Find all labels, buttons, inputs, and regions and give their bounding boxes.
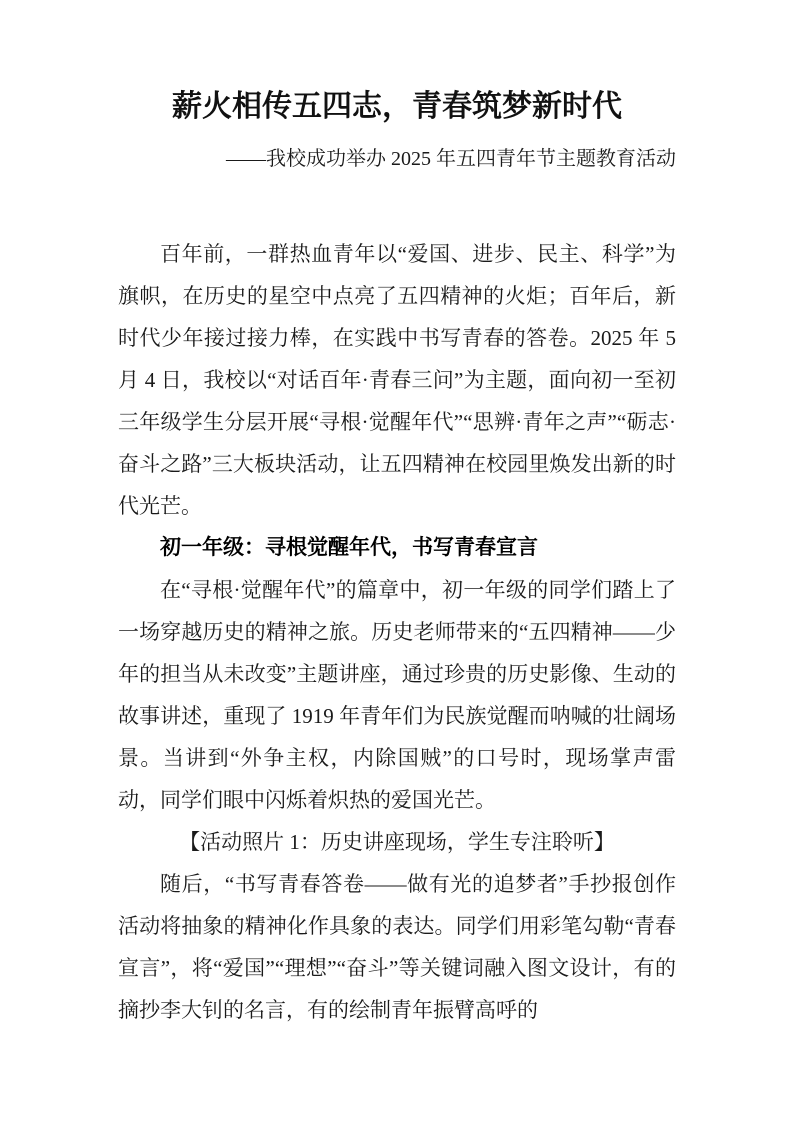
grade7-section-heading: 初一年级：寻根觉醒年代，书写青春宣言 xyxy=(160,536,538,559)
document-subtitle: ——我校成功举办 2025 年五四青年节主题教育活动 xyxy=(226,148,676,170)
grade7-paragraph: 在“寻根·觉醒年代”的篇章中，初一年级的同学们踏上了一场穿越历史的精神之旅。历史老师带来的“五四精神——少年的担当从未改变”主题讲座，通过珍贵的历史影像、生动的故事讲述，重现了 1919 年青年们为民族觉醒而呐喊的壮阔场景。当讲到“外争主权，内除国贼”的口号时，现场掌声雷动，同学们眼中闪烁着炽热的爱国光芒。 xyxy=(118,578,676,812)
intro-paragraph: 百年前，一群热血青年以“爱国、进步、民主、科学”为旗帜，在历史的星空中点亮了五四精神的火炬；百年后，新时代少年接过接力棒，在实践中书写青春的答卷。2025 年 5 月 4 日，我校以“对话百年·青春三问”为主题，面向初一至初三年级学生分层开展“寻根·觉醒年代”“思辨·青年之声”“砺志·奋斗之路”三大板块活动，让五四精神在校园里焕发出新的时代光芒。 xyxy=(118,242,676,518)
document-title: 薪火相传五四志，青春筑梦新时代 xyxy=(172,90,622,123)
photo-caption-1: 【活动照片 1：历史讲座现场，学生专注聆听】 xyxy=(179,830,615,854)
handcopy-paragraph: 随后，“书写青春答卷——做有光的追梦者”手抄报创作活动将抽象的精神化作具象的表达。同学们用彩笔勾勒“青春宣言”，将“爱国”“理想”“奋斗”等关键词融入图文设计，有的摘抄李大钊的名言，有的绘制青年振臂高呼的 xyxy=(118,872,676,1022)
